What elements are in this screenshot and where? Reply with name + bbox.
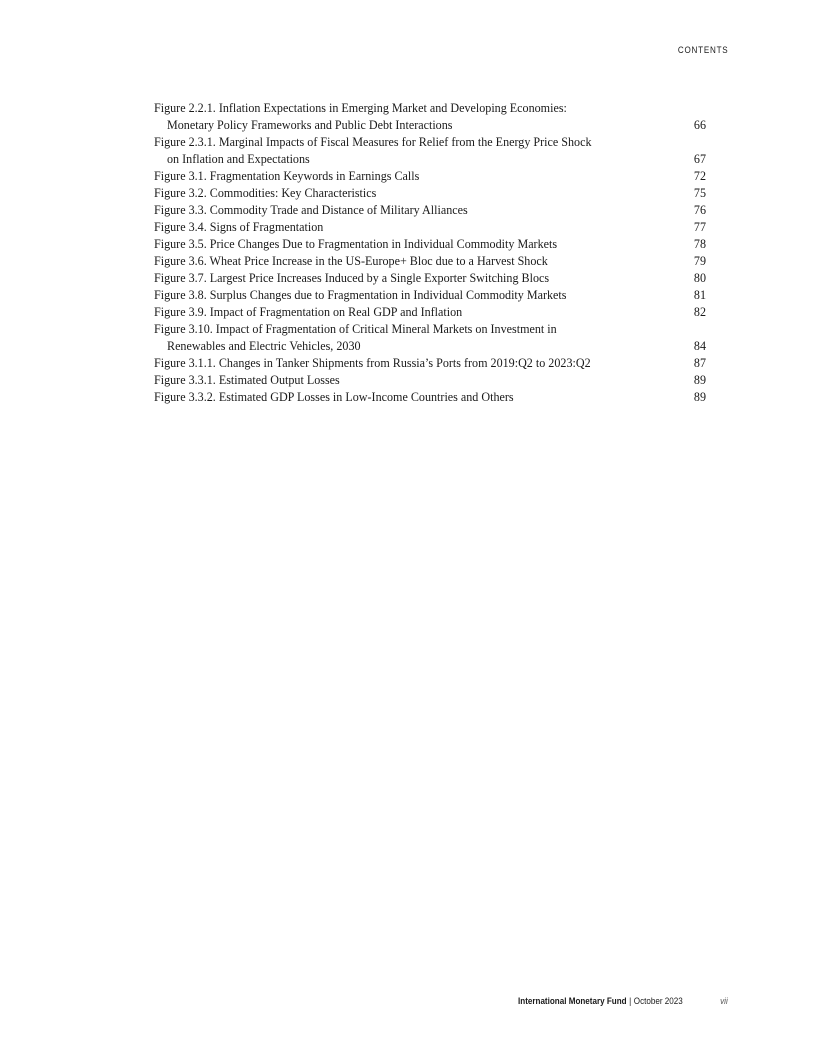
toc-entry-title-continuation: Monetary Policy Frameworks and Public Debt Interactions xyxy=(167,118,453,132)
toc-entry[interactable] xyxy=(154,372,706,389)
toc-entry-title: Figure 3.4. Signs of Fragmentation xyxy=(154,220,324,234)
toc-entry[interactable] xyxy=(154,236,706,253)
toc-entry[interactable] xyxy=(154,202,706,219)
toc-entry-page: 77 xyxy=(693,220,706,234)
toc-entry-title xyxy=(154,321,680,355)
toc-entry-title: Figure 3.7. Largest Price Increases Induced by a Single Exporter Switching Blocs xyxy=(154,271,550,285)
toc-entry[interactable] xyxy=(154,185,706,202)
toc-entry-page: 87 xyxy=(693,356,706,370)
toc-entry[interactable] xyxy=(154,287,706,304)
toc-entry[interactable] xyxy=(154,355,706,372)
toc-entry[interactable] xyxy=(154,168,706,185)
toc-entry-title-line: Figure 3.10. Impact of Fragmentation of Critical Mineral Markets on Investment in xyxy=(154,322,557,336)
toc-entry-page: 79 xyxy=(693,254,706,268)
toc-entry[interactable] xyxy=(154,253,706,270)
toc-entry-title: Figure 3.3. Commodity Trade and Distance of Military Alliances xyxy=(154,203,468,217)
toc-entry-page: 75 xyxy=(693,186,706,200)
toc-entry-page: 66 xyxy=(693,118,706,132)
toc-entry[interactable] xyxy=(154,134,706,168)
toc-entry-page: 76 xyxy=(693,203,706,217)
toc-entry-title-line: Figure 2.3.1. Marginal Impacts of Fiscal Measures for Relief from the Energy Price Shock xyxy=(154,135,592,149)
page-number: vii xyxy=(720,996,728,1007)
toc-entry-page: 89 xyxy=(693,390,706,404)
toc-entry[interactable] xyxy=(154,304,706,321)
toc-entry-title: Figure 3.1. Fragmentation Keywords in Earnings Calls xyxy=(154,169,420,183)
toc-entry-title: Figure 3.8. Surplus Changes due to Fragmentation in Individual Commodity Markets xyxy=(154,288,567,302)
toc-entry-title: Figure 3.3.1. Estimated Output Losses xyxy=(154,373,340,387)
toc-entry-page: 78 xyxy=(693,237,706,251)
footer-separator: | xyxy=(629,996,632,1007)
toc-entry-title-continuation: on Inflation and Expectations xyxy=(167,152,310,166)
footer-date: October 2023 xyxy=(634,996,683,1007)
toc-entry-page: 80 xyxy=(693,271,706,285)
toc-entry[interactable] xyxy=(154,270,706,287)
toc-entry-title-continuation: Renewables and Electric Vehicles, 2030 xyxy=(167,339,361,353)
toc-entry-title xyxy=(154,134,680,168)
toc-entry-title: Figure 3.5. Price Changes Due to Fragmentation in Individual Commodity Markets xyxy=(154,237,558,251)
toc-entry-page: 81 xyxy=(693,288,706,302)
toc-entry[interactable] xyxy=(154,321,706,355)
toc-entry-title: Figure 3.2. Commodities: Key Characteristics xyxy=(154,186,377,200)
running-head: CONTENTS xyxy=(677,45,728,56)
toc-entry-title: Figure 3.1.1. Changes in Tanker Shipments from Russia’s Ports from 2019:Q2 to 2023:Q2 xyxy=(154,356,591,370)
toc-entry[interactable] xyxy=(154,389,706,406)
toc-entry-page: 89 xyxy=(693,373,706,387)
toc-entry-title: Figure 3.3.2. Estimated GDP Losses in Low-Income Countries and Others xyxy=(154,390,514,404)
toc-entry-title xyxy=(154,100,680,134)
toc-entry-page: 72 xyxy=(693,169,706,183)
table-of-contents xyxy=(154,100,706,406)
toc-entry-title-line: Figure 2.2.1. Inflation Expectations in Emerging Market and Developing Economies: xyxy=(154,101,567,115)
toc-entry-title: Figure 3.9. Impact of Fragmentation on Real GDP and Inflation xyxy=(154,305,463,319)
toc-entry-title: Figure 3.6. Wheat Price Increase in the US-Europe+ Bloc due to a Harvest Shock xyxy=(154,254,548,268)
page-footer xyxy=(518,996,728,1007)
toc-entry[interactable] xyxy=(154,219,706,236)
footer-organization: International Monetary Fund xyxy=(518,996,627,1007)
toc-entry-page: 82 xyxy=(693,305,706,319)
toc-entry-page: 67 xyxy=(693,152,706,166)
toc-entry-page: 84 xyxy=(693,339,706,353)
toc-entry[interactable] xyxy=(154,100,706,134)
